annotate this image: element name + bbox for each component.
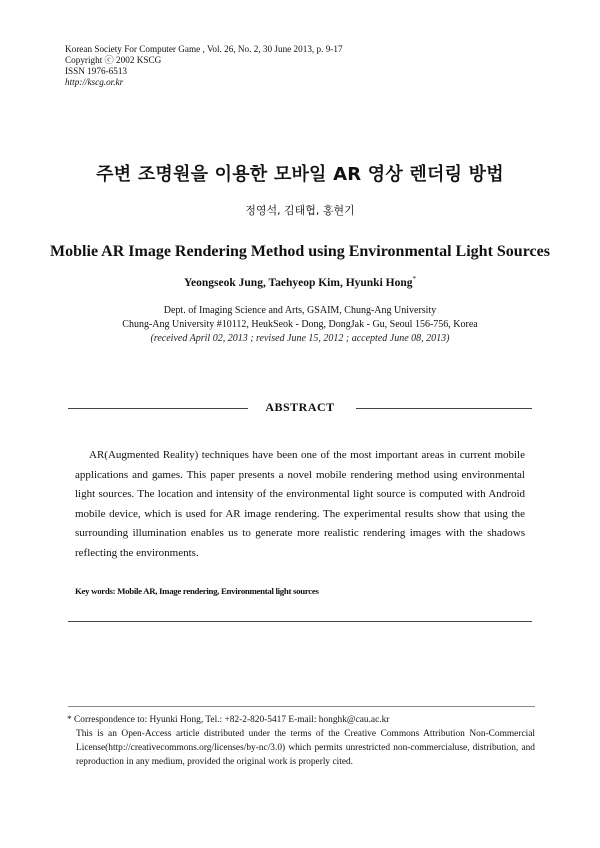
section-divider (68, 621, 532, 622)
korean-title: 주변 조명원을 이용한 모바일 AR 영상 렌더링 방법 (96, 164, 504, 185)
license-note: This is an Open-Access article distributed under the terms of the Creative Commons Attribution Non-Commercial License(http://creativecommons.org/licenses/by-nc/3.0) which permits unrestricted non-commercialuse, distribution, and reproduction in any medium, provided the original work is properly cited. (76, 729, 535, 767)
affiliation (0, 304, 600, 346)
footnote-divider (68, 706, 535, 707)
keywords: Key words: Mobile AR, Image rendering, Environmental light sources (75, 586, 319, 596)
affiliation-department: Dept. of Imaging Science and Arts, GSAIM, Chung-Ang University (163, 305, 437, 316)
affiliation-address: Chung-Ang University #10112, HeukSeok - Dong, DongJak - Gu, Seoul 156-756, Korea (122, 319, 478, 330)
journal-header (65, 44, 343, 88)
correspondence-note: * Correspondence to: Hyunki Hong, Tel.: +82-2-820-5417 E-mail: honghk@cau.ac.kr (67, 715, 390, 725)
abstract-text: AR(Augmented Reality) techniques have been one of the most important areas in current mobile applications and games. This paper presents a novel mobile rendering method using environmental light sources. The location and intensity of the environmental light source is computed with Android mobile device, which is used for AR image rendering. The experimental results show that using the surrounding illumination enables us to generate more realistic rendering images with the shadows reflecting the environments. (75, 449, 525, 559)
english-author-names: Yeongseok Jung, Taehyeop Kim, Hyunki Hong (184, 276, 413, 289)
abstract-rule-right (356, 408, 532, 409)
issn-line: ISSN 1976-6513 (65, 66, 128, 76)
corresponding-author-mark: * (412, 275, 416, 283)
copyright-line: Copyright ⓒ 2002 KSCG (65, 55, 162, 65)
korean-authors: 정영석, 김태협, 홍현기 (245, 204, 355, 217)
submission-dates: (received April 02, 2013 ; revised June 15, 2012 ; accepted June 08, 2013) (150, 333, 450, 344)
journal-line: Korean Society For Computer Game , Vol. 26, No. 2, 30 June 2013, p. 9-17 (65, 44, 343, 54)
journal-url: http://kscg.or.kr (65, 77, 124, 87)
footnote (67, 713, 535, 769)
abstract-heading: ABSTRACT (265, 400, 335, 414)
english-title: Moblie AR Image Rendering Method using Environmental Light Sources (50, 243, 550, 260)
abstract-heading-row (68, 400, 532, 416)
english-authors (0, 275, 600, 289)
